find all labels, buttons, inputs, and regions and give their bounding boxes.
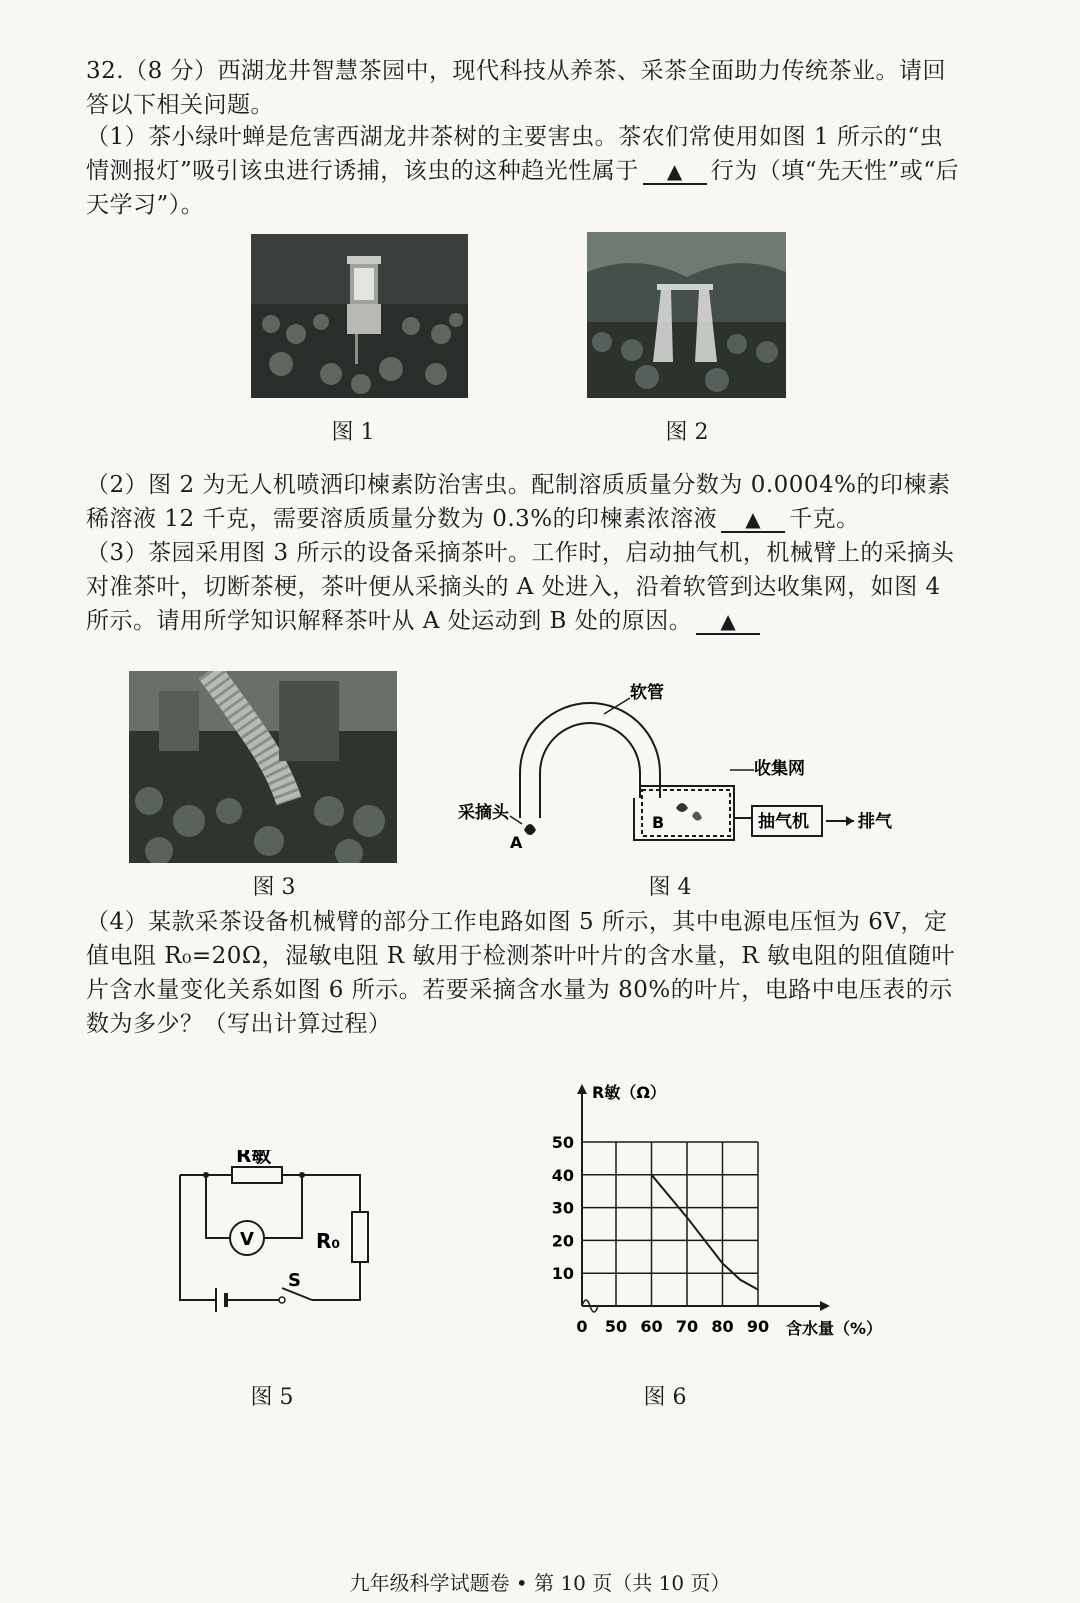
pickup-head-label: 采摘头: [458, 803, 509, 823]
figure-6-caption: 图 6: [643, 1385, 687, 1410]
point-b-label: B: [652, 813, 665, 832]
question-part-2: [86, 468, 966, 536]
point-a-label: A: [510, 833, 523, 852]
part-2-text-after: 千克。: [789, 506, 860, 532]
part-1-text-after: 行为（填“先天性”或“后天学习”）。: [86, 158, 960, 218]
chart-y-tick-label: 30: [551, 1198, 574, 1218]
chart-x-tick-label: 50: [604, 1317, 628, 1336]
answer-blank-3[interactable]: ▲: [696, 609, 760, 635]
chart-x-axis-label: 含水量（%）: [786, 1319, 883, 1338]
chart-series-r-sensitive: [652, 1175, 759, 1290]
chart-x-tick-label: 60: [640, 1317, 663, 1336]
chart-y-tick-label: 20: [551, 1231, 574, 1251]
figure-1-photo: [251, 234, 468, 398]
figure-5-caption: 图 5: [250, 1385, 294, 1410]
exhaust-label: 排气: [858, 812, 892, 832]
chart-y-tick-label: 10: [551, 1264, 574, 1284]
page-footer: 九年级科学试题卷 • 第 10 页（共 10 页）: [349, 1571, 731, 1595]
figure-1-caption: 图 1: [331, 420, 375, 445]
chart-y-tick-label: 50: [551, 1133, 574, 1152]
voltmeter-symbol: V: [240, 1229, 254, 1250]
figure-3-caption: 图 3: [252, 875, 296, 900]
chart-x-tick-label: 70: [675, 1317, 699, 1336]
question-part-4: （4）某款采茶设备机械臂的部分工作电路如图 5 所示，其中电源电压恒为 6V，定值电阻 R₀=20Ω，湿敏电阻 R 敏用于检测茶叶叶片的含水量，R 敏电阻的阻值随叶片含水量变化关系如图 6 所示。若要采摘含水量为 80%的叶片，电路中电压表的示数为多少？（写出计算过程）: [86, 909, 956, 1037]
answer-blank-2[interactable]: ▲: [721, 507, 785, 533]
figure-5-circuit: [170, 1150, 390, 1320]
chart-y-axis-label: R敏（Ω）: [592, 1083, 666, 1102]
figure-4-caption: 图 4: [648, 875, 692, 900]
part-1-text-before: （1）茶小绿叶蝉是危害西湖龙井茶树的主要害虫。茶农们常使用如图 1 所示的“虫情测报灯”吸引该虫进行诱捕，该虫的这种趋光性属于: [86, 124, 944, 184]
r-sensitive-label: R敏: [236, 1150, 272, 1167]
collection-net-label: 收集网: [754, 759, 805, 779]
hose-label: 软管: [630, 683, 664, 703]
part-3-text: （3）茶园采用图 3 所示的设备采摘茶叶。工作时，启动抽气机，机械臂上的采摘头对准茶叶，切断茶梗，茶叶便从采摘头的 A 处进入，沿着软管到达收集网，如图 4 所示。请用所学知识解释茶叶从 A 处运动到 B 处的原因。: [86, 540, 955, 634]
figure-6-chart: [540, 1078, 900, 1348]
answer-blank-1[interactable]: ▲: [643, 159, 707, 185]
chart-x-tick-label: 0: [576, 1317, 588, 1336]
r0-label: R₀: [316, 1229, 341, 1253]
chart-x-tick-label: 90: [746, 1317, 770, 1336]
switch-label: S: [288, 1270, 301, 1291]
chart-y-tick-label: 40: [551, 1165, 574, 1185]
figure-2-caption: 图 2: [665, 420, 709, 445]
chart-x-tick-label: 80: [711, 1317, 734, 1336]
figure-2-photo: [587, 232, 786, 398]
question-intro: 32.（8 分）西湖龙井智慧茶园中，现代科技从养茶、采茶全面助力传统茶业。请回答以下相关问题。: [86, 58, 947, 118]
air-pump-label: 抽气机: [758, 812, 809, 832]
figure-3-photo: [129, 671, 397, 863]
figure-4-diagram: [454, 678, 904, 870]
question-part-1: [86, 120, 966, 222]
part-2-text-before: （2）图 2 为无人机喷洒印楝素防治害虫。配制溶质质量分数为 0.0004%的印楝素稀溶液 12 千克，需要溶质质量分数为 0.3%的印楝素浓溶液: [86, 472, 951, 532]
question-part-3: [86, 536, 966, 638]
